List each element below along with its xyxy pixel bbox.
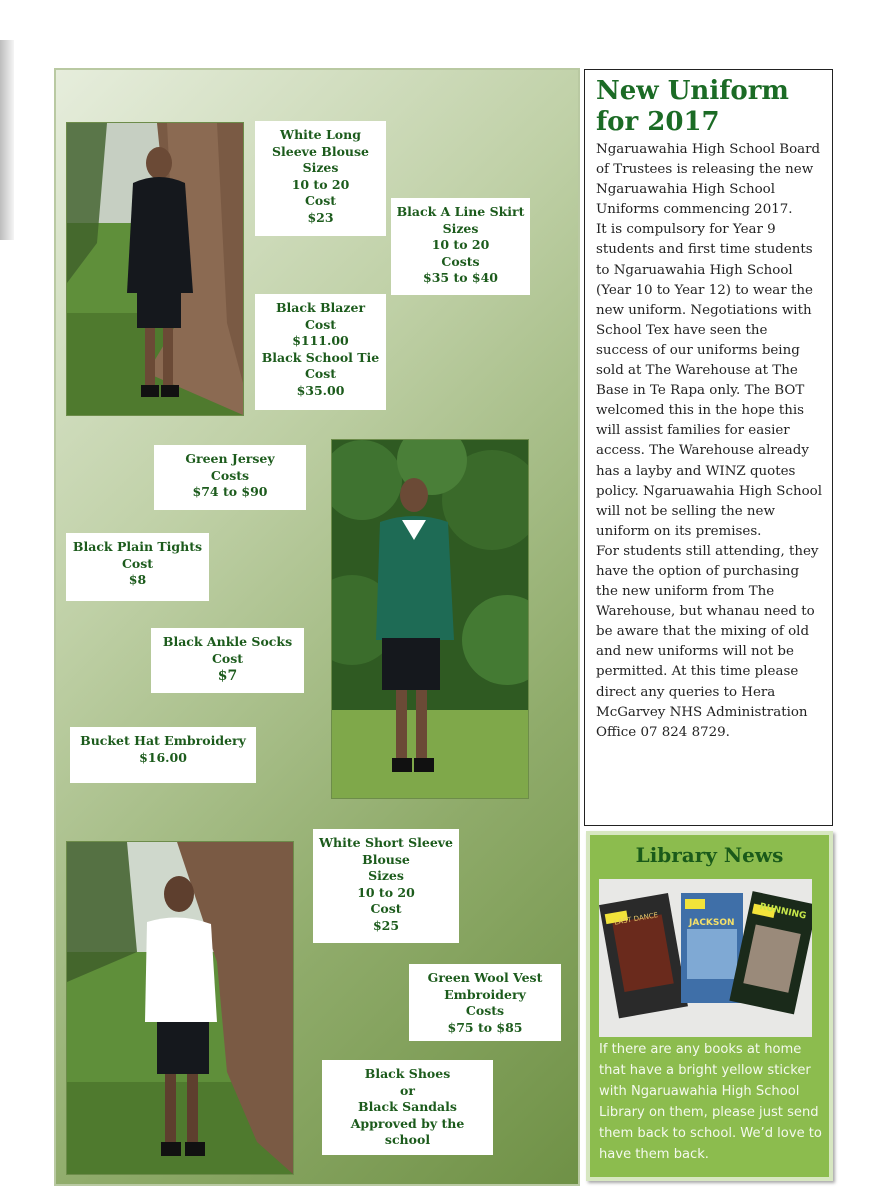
- photo-blazer-uniform: [66, 122, 244, 416]
- label-black-blazer-tie: Black Blazer Cost $111.00 Black School Tie Cost $35.00: [255, 294, 386, 410]
- photo-short-sleeve-uniform: [66, 841, 294, 1175]
- label-green-jersey: Green Jersey Costs $74 to $90: [154, 445, 306, 510]
- library-text: If there are any books at home that have a bright yellow sticker with Ngaruawahia High School Library on them, please just send them back to school. We’d love to have them back.: [599, 1042, 822, 1162]
- library-title: Library News: [635, 843, 784, 867]
- label-black-plain-tights: Black Plain Tights Cost $8: [66, 533, 209, 601]
- label-green-wool-vest: Green Wool Vest Embroidery Costs $75 to $85: [409, 964, 561, 1041]
- label-white-short-sleeve-blouse: White Short Sleeve Blouse Sizes 10 to 20 Cost $25: [313, 829, 459, 943]
- label-bucket-hat: Bucket Hat Embroidery $16.00: [70, 727, 256, 783]
- article-body: [596, 140, 822, 743]
- article-paragraph: It is compulsory for Year 9 students and first time students to Ngaruawahia High School (Year 10 to Year 12) to wear the new uniform. Negotiations with School Tex have seen the success of our uniforms being sold at The Warehouse at The Base in Te Rapa only. The BOT welcomed this in the hope this will assist families for easier access. The Warehouse already has a layby and WINZ quotes policy. Ngaruawahia High School will not be selling the new uniform on its premises.: [596, 222, 822, 539]
- label-white-long-sleeve-blouse: White Long Sleeve Blouse Sizes 10 to 20 Cost $23: [255, 121, 386, 236]
- library-books-photo: [599, 879, 812, 1037]
- book-title-jackson: JACKSON: [689, 918, 735, 928]
- photo-jersey-uniform: [331, 439, 529, 799]
- label-black-a-line-skirt: Black A Line Skirt Sizes 10 to 20 Costs $35 to $40: [391, 198, 530, 295]
- page-edge-shadow: [0, 40, 14, 240]
- label-black-shoes: Black Shoes or Black Sandals Approved by the school: [322, 1060, 493, 1155]
- new-uniform-article: [584, 69, 833, 826]
- library-news-box: [586, 831, 833, 1181]
- article-paragraph: Ngaruawahia High School Board of Trustees is releasing the new Ngaruawahia High School Uniforms commencing 2017.: [596, 142, 821, 218]
- book-title-last-dance: LAST DANCE: [613, 911, 659, 927]
- book-title-running: RUNNING: [758, 901, 808, 922]
- article-paragraph: For students still attending, they have the option of purchasing the new uniform from The Warehouse, but whanau need to be aware that the mixing of old and new uniforms will not be permitted. At this time please direct any queries to Hera McGarvey NHS Administration Office 07 824 8729.: [596, 543, 819, 740]
- article-title: New Uniform for 2017: [596, 76, 789, 137]
- label-black-ankle-socks: Black Ankle Socks Cost $7: [151, 628, 304, 693]
